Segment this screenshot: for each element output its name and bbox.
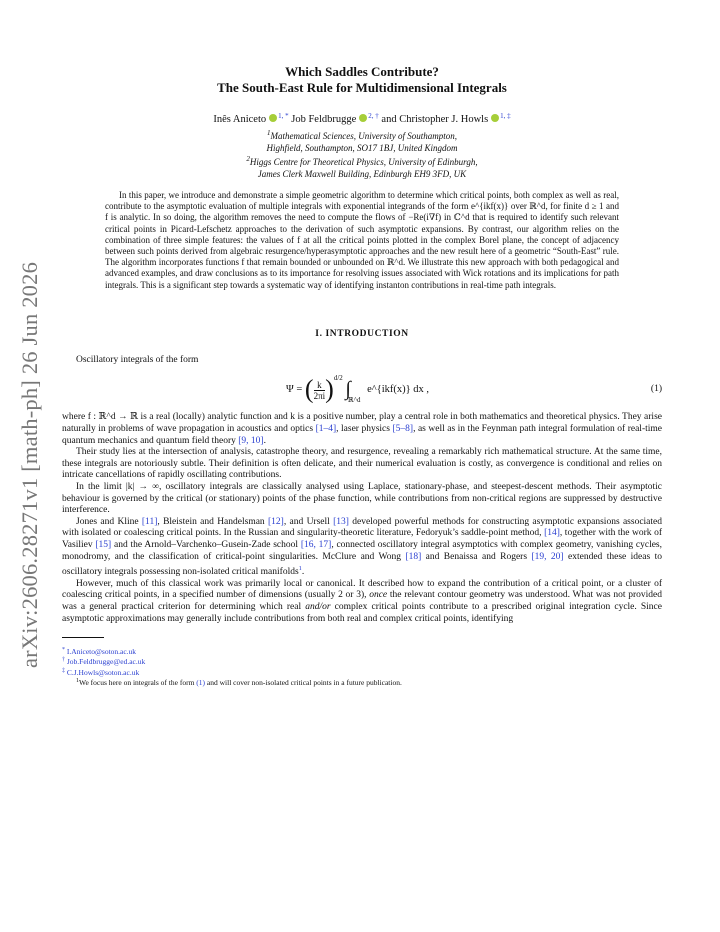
paper-title — [62, 64, 662, 96]
text: However, much of this classical work was primarily local or canonical. It described how to expand the contribution of a critical point, or a cluster of coalescing critical points, in a specified number of dimensions (usually 2 or 3), — [62, 578, 662, 601]
paper-page — [62, 58, 662, 687]
emphasis: and/or — [305, 602, 331, 613]
text: , as well as in the Feynman path integral formulation of real-time quantum mechanics and quantum field theory — [62, 424, 662, 446]
affil-1-num: 1 — [267, 129, 271, 137]
paragraph-5 — [62, 579, 662, 625]
text: . — [301, 567, 305, 578]
citation-link[interactable]: [1–4] — [315, 424, 337, 435]
affiliations — [62, 128, 662, 180]
paragraph-2: Their study lies at the intersection of analysis, catastrophe theory, and resurgence, revealing a remarkably rich mathematical structure. At the same time, these integrals are notoriously subtle. Their definition is often delicate, and their numerical evaluation is costly, as convergence is conditional and relies on intricate cancellations of rapidly oscillating contributions. — [62, 447, 662, 481]
affil-1-line-1: Mathematical Sciences, University of Southampton, — [270, 131, 457, 141]
text: , laser physics — [336, 424, 393, 435]
text: the relevant contour geometry was understood. What was not provided was a general practical criterion for determining which real — [62, 590, 662, 613]
emphasis: once — [369, 590, 388, 601]
footnote-mark: * — [62, 647, 65, 654]
footnotes — [62, 646, 662, 687]
abstract: In this paper, we introduce and demonstrate a simple geometric algorithm to determine which critical points, both complex as well as real, contribute to the asymptotic evaluation of multiple integrals with exponential integrands of the form e^{ikf(x)} over ℝ^d, for finite d ≥ 1 and f is analytic. In so doing, the algorithm removes the need to compute the flows of −Re(i∇f) in ℂ^d that is required to identify such relevant critical points in Picard-Lefschetz approaches to the derivation of such asymptotic expansions. By contrast, our algorithm relies on the combination of three simple features: the values of f at all the critical points plotted in the complex Borel plane, the concept of adjacency between such points derived from algebraic resurgence/hyperasymptotic approaches and the new result here of a geometric “South-East” rule. The algorithm incorporates functions f that remain bounded or unbounded on ℝ^d. We illustrate this new approach with both pedagogical and advanced examples, and draw conclusions as to its importance for resolving issues associated with Wick rotations and its implications for path integrals. This is a significant step towards a systematic way of identifying instanton contributions in real-time path integrals. — [105, 190, 619, 290]
text: developed powerful methods for constructing asymptotic expansions associated with isolated or coalescing critical points. In the Russian and singularity-theoretic literature, Fedoryuk’s saddle-point method, — [62, 516, 662, 539]
title-line-1: Which Saddles Contribute? — [285, 64, 439, 79]
text: where f : ℝ^d → ℝ is a real (locally) analytic function and k is a positive number, play a central role in both mathematics and theoretical physics. They arise naturally in problems of wave propagation in acoustics and optics — [62, 412, 662, 435]
email-link[interactable]: I.Aniceto@soton.ac.uk — [66, 647, 137, 657]
citation-link[interactable]: [9, 10] — [238, 435, 264, 446]
arxiv-stamp — [12, 260, 48, 670]
citation-link[interactable]: [18] — [405, 551, 422, 562]
email-link[interactable]: Job.Feldbrugge@ed.ac.uk — [66, 657, 146, 667]
author-1[interactable]: Inês Aniceto — [213, 114, 267, 125]
author-connector: and — [378, 114, 400, 125]
intro-lead: Oscillatory integrals of the form — [76, 354, 199, 365]
affil-1-line-2: Highfield, Southampton, SO17 1BJ, United Kingdom — [266, 142, 458, 153]
paragraph-1 — [62, 412, 662, 447]
eq-domain: ℝ^d — [347, 396, 361, 405]
orcid-icon[interactable] — [491, 114, 499, 122]
orcid-icon[interactable] — [269, 114, 277, 122]
citation-link[interactable]: [16, 17] — [300, 539, 332, 550]
text: , Bleistein and Handelsman — [157, 516, 269, 527]
section-heading: I. INTRODUCTION — [315, 328, 409, 339]
text: , and Ursell — [283, 516, 334, 527]
footnote-mark: ‡ — [62, 667, 65, 674]
title-line-2: The South-East Rule for Multidimensional Integrals — [217, 80, 507, 95]
text: and Benaissa and Rogers — [421, 551, 532, 562]
footnote-link[interactable]: 1 — [298, 565, 302, 573]
text: complex critical points contribute to a prescribed original integration cycle. Since asymptotic approximations may generally include contributions from both real and complex critical points, identifying — [62, 602, 662, 624]
author-2-sup[interactable]: 2, † — [368, 112, 379, 120]
citation-link[interactable]: [15] — [95, 539, 112, 550]
author-3-sup[interactable]: 1, ‡ — [500, 112, 511, 120]
citation-link[interactable]: [5–8] — [392, 424, 414, 435]
footnote-mark: 1 — [76, 677, 79, 684]
citation-link[interactable]: [13] — [333, 516, 349, 527]
eq-integrand: e^{ikf(x)} dx , — [367, 384, 430, 396]
orcid-icon[interactable] — [359, 114, 367, 122]
citation-link[interactable]: [19, 20] — [531, 551, 564, 562]
email-link[interactable]: C.J.Howls@soton.ac.uk — [66, 667, 140, 677]
author-1-sup[interactable]: 1, * — [278, 112, 289, 120]
footnote-text: and will cover non-isolated critical points in a future publication. — [205, 677, 402, 687]
equation-1: Ψ = ( $\frac{k}{2\pi i})^{d/2}$ $\int_{ℝ\^{}d}$ e^{ikf(x)} dx , (1) — [286, 374, 662, 405]
paragraph-3: In the limit |k| → ∞, oscillatory integrals are classically analysed using Laplace, stationary-phase, and steepest-descent methods. Their asymptotic behaviour is governed by the critical (or stationary) points of the phase function, while contributions from non-critical regions are suppressed by destructive interference. — [62, 481, 662, 516]
footnote-rule — [62, 637, 104, 638]
footnote-text: We focus here on integrals of the form — [79, 677, 197, 687]
affil-2-num: 2 — [246, 155, 250, 163]
text: , together with the work of Vasiliev — [62, 528, 663, 550]
paragraph-4 — [62, 517, 662, 579]
citation-link[interactable]: [11] — [141, 516, 158, 527]
affil-2-line-2: James Clerk Maxwell Building, Edinburgh EH9 3FD, UK — [257, 168, 467, 179]
affil-2-line-1: Higgs Centre for Theoretical Physics, University of Edinburgh, — [249, 157, 478, 167]
author-3[interactable]: Christopher J. Howls — [399, 114, 489, 125]
footnote-mark: † — [62, 657, 65, 664]
eq-lhs: Ψ = — [286, 384, 305, 396]
eq-number: (1) — [650, 384, 662, 395]
integral-sign: ∫ — [345, 378, 351, 401]
arxiv-stamp-text: arXiv:2606.28271v1 [math-ph] 26 Jun 2026 — [17, 261, 42, 669]
text: , connected oscillatory integral asymptotics with complex geometry, vanishing cycles, monodromy, and the classification of critical-point singularities. McClure and Wong — [62, 539, 663, 562]
author-list — [62, 110, 662, 126]
citation-link[interactable]: [14] — [544, 528, 560, 539]
citation-link[interactable]: [12] — [268, 516, 284, 527]
eq-frac-den: 2πi — [313, 390, 326, 401]
text: . — [263, 435, 266, 446]
equation-ref-link[interactable]: (1) — [196, 677, 206, 687]
eq-exponent: d/2 — [333, 374, 343, 383]
text: and the Arnold–Varchenko–Gusein-Zade school — [111, 539, 301, 550]
eq-frac-num: k — [314, 380, 326, 391]
text: extended these ideas to oscillatory integrals possessing non-isolated critical manifolds — [62, 551, 662, 578]
text: Jones and Kline — [76, 516, 142, 527]
author-2[interactable]: Job Feldbrugge — [291, 114, 357, 125]
